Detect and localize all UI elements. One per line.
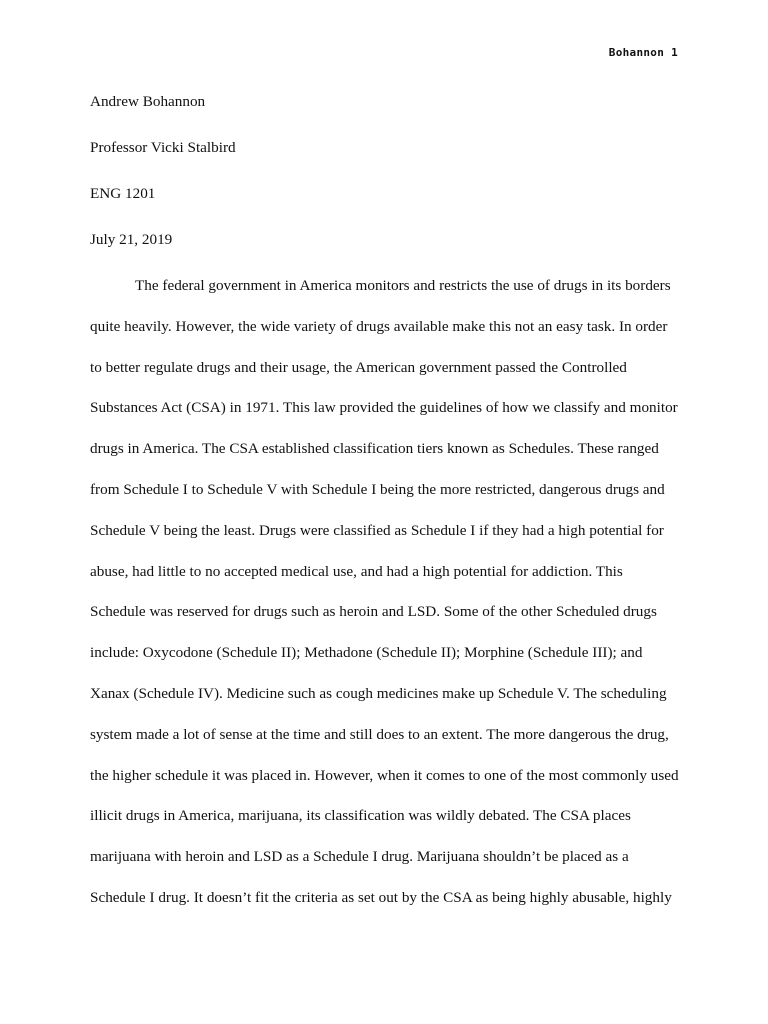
document-date: July 21, 2019 bbox=[90, 231, 173, 248]
author-name: Andrew Bohannon bbox=[90, 93, 206, 110]
body-line: quite heavily. However, the wide variety of drugs available make this not an easy task. In order bbox=[90, 317, 668, 335]
body-line: Schedule was reserved for drugs such as heroin and LSD. Some of the other Scheduled drugs bbox=[90, 603, 657, 621]
course-name: ENG 1201 bbox=[90, 185, 156, 202]
body-line: Xanax (Schedule IV). Medicine such as cough medicines make up Schedule V. The scheduling bbox=[90, 684, 667, 702]
professor-name: Professor Vicki Stalbird bbox=[90, 139, 236, 156]
body-line: illicit drugs in America, marijuana, its classification was wildly debated. The CSA places bbox=[90, 807, 631, 825]
body-paragraph bbox=[90, 274, 680, 927]
body-line: include: Oxycodone (Schedule II); Methadone (Schedule II); Morphine (Schedule III); and bbox=[90, 644, 643, 662]
body-line: to better regulate drugs and their usage, the American government passed the Controlled bbox=[90, 358, 627, 376]
mla-heading bbox=[90, 92, 680, 276]
body-line: Substances Act (CSA) in 1971. This law provided the guidelines of how we classify and monitor bbox=[90, 399, 678, 417]
body-line: Schedule V being the least. Drugs were classified as Schedule I if they had a high potential for bbox=[90, 521, 664, 539]
body-line: Schedule I drug. It doesn’t fit the criteria as set out by the CSA as being highly abusable, highly bbox=[90, 888, 672, 906]
body-line: abuse, had little to no accepted medical use, and had a high potential for addiction. This bbox=[90, 562, 623, 580]
running-header-page-number: Bohannon 1 bbox=[608, 46, 678, 59]
body-line: drugs in America. The CSA established classification tiers known as Schedules. These ranged bbox=[90, 440, 659, 458]
body-line: the higher schedule it was placed in. However, when it comes to one of the most commonly used bbox=[90, 766, 679, 784]
body-line: from Schedule I to Schedule V with Schedule I being the more restricted, dangerous drugs and bbox=[90, 480, 665, 498]
body-line: The federal government in America monitors and restricts the use of drugs in its borders bbox=[135, 277, 671, 294]
body-line: marijuana with heroin and LSD as a Schedule I drug. Marijuana shouldn’t be placed as a bbox=[90, 848, 629, 866]
body-line: system made a lot of sense at the time and still does to an extent. The more dangerous the drug, bbox=[90, 725, 669, 743]
